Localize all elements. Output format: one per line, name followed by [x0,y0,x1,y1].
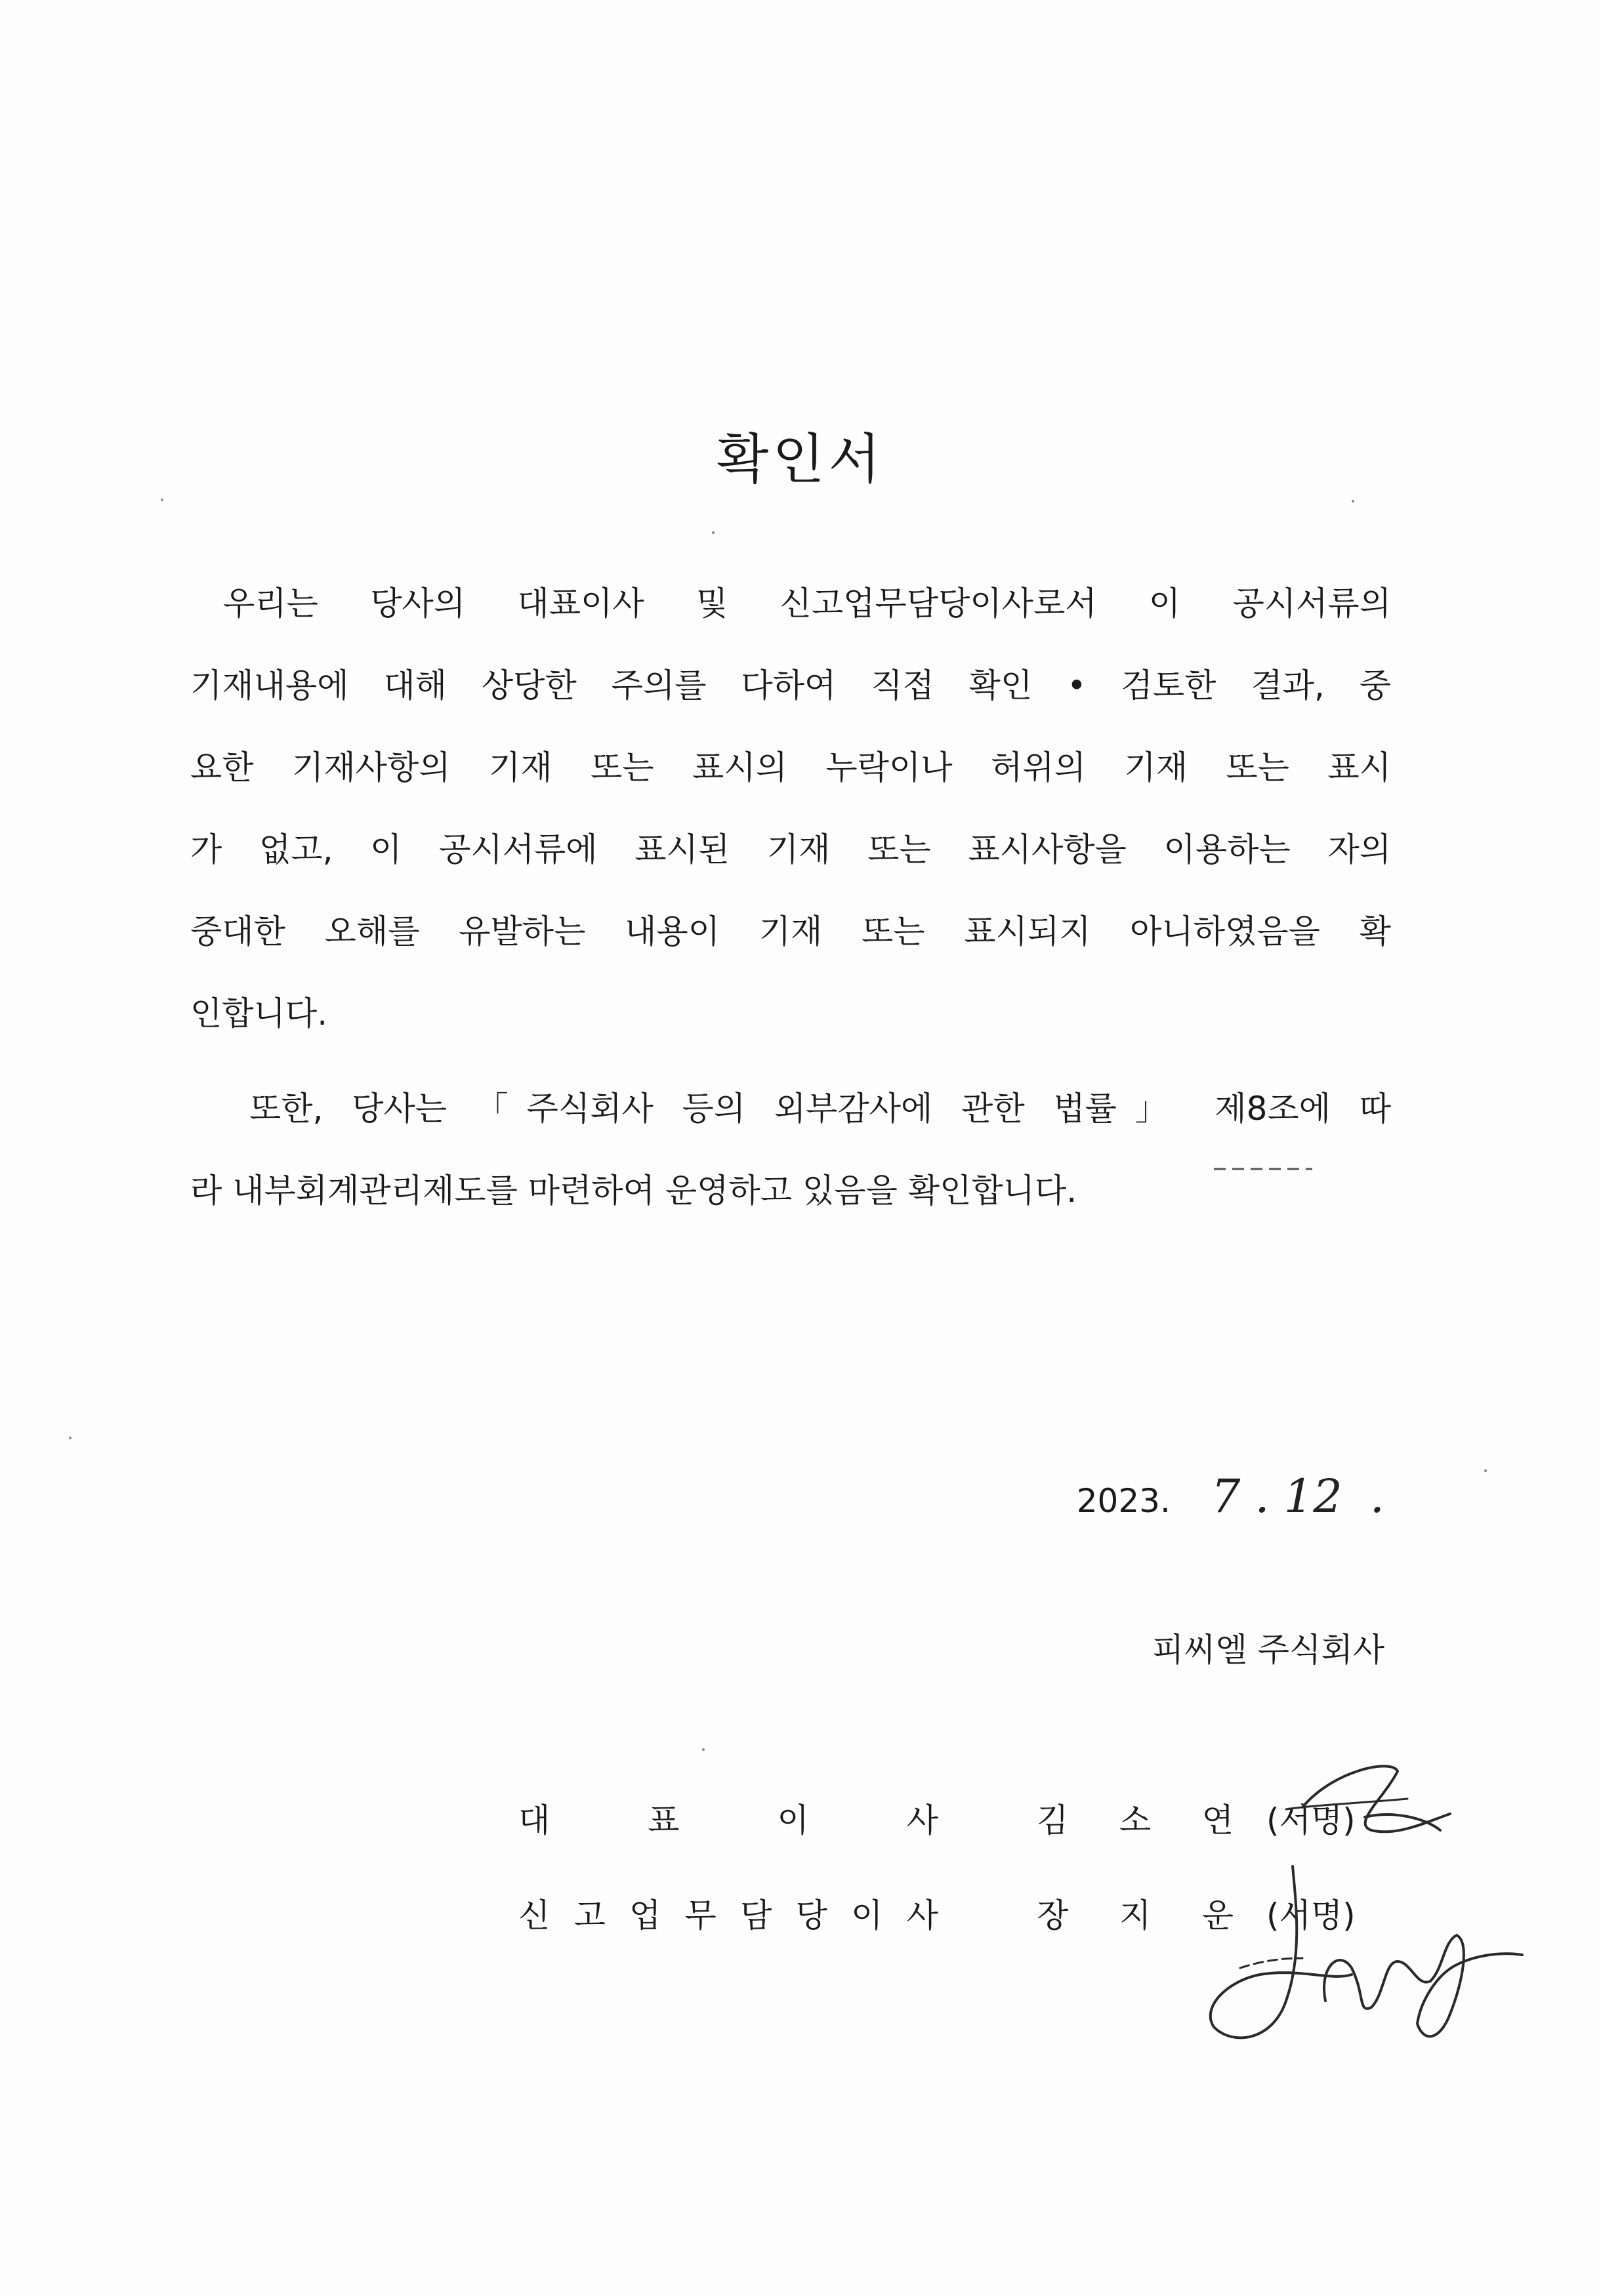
document-date [1077,1469,1384,1523]
paragraph-line: 중대한 오해를 유발하는 내용이 기재 또는 표시되지 아니하였음을 확 [190,912,1391,951]
name-char: 소 [1119,1801,1152,1839]
role-char: 고 [573,1896,606,1935]
date-day-handwritten: 12 [1283,1469,1342,1523]
paragraph-line: 라 내부회계관리제도를 마련하여 운영하고 있음을 확인합니다. [190,1172,1077,1210]
name-char: 장 [1037,1896,1069,1935]
scan-speck [161,499,163,501]
signatory-name [1037,1794,1234,1841]
paragraph-line: 요한 기재사항의 기재 또는 표시의 누락이나 허위의 기재 또는 표시 [190,748,1392,787]
role-char: 업 [629,1896,661,1935]
name-char: 연 [1201,1801,1234,1839]
role-char: 담 [740,1896,772,1935]
date-separator: . [1255,1469,1270,1523]
role-char: 사 [906,1801,938,1839]
document-title: 확인서 [717,428,884,491]
scan-speck [69,1437,72,1439]
signature-mark-label: (서명) [1266,1896,1356,1935]
scan-speck [712,531,715,534]
signatory-ceo [518,1794,1356,1841]
role-char: 이 [777,1801,809,1839]
signature-mark-label: (서명) [1266,1801,1356,1839]
paragraph-line: 인합니다. [190,994,328,1033]
signature-officer-loop [1324,1935,1522,2036]
date-month-handwritten: 7 [1211,1469,1241,1523]
role-char: 사 [906,1896,938,1935]
name-char: 김 [1037,1801,1069,1839]
paragraph-line: 기재내용에 대해 상당한 주의를 다하여 직접 확인 • 검토한 결과, 중 [190,666,1391,705]
role-char: 표 [648,1801,680,1839]
name-char: 지 [1119,1896,1152,1935]
role-char: 무 [684,1896,717,1935]
role-char: 신 [518,1896,551,1935]
signatory-reporting-officer [518,1889,1356,1937]
paragraph-line: 가 없고, 이 공시서류에 표시된 기재 또는 표시사항을 이용하는 자의 [190,830,1391,869]
confirmation-paragraph [190,563,1391,1055]
signature-officer-tail [1240,1958,1302,1968]
name-char: 운 [1201,1896,1234,1935]
paragraph-line: 또한, 당사는 「주식회사 등의 외부감사에 관한 법률」 제8조에 따 [249,1090,1391,1128]
role-char: 대 [518,1801,551,1839]
role-char: 이 [851,1896,883,1935]
scan-speck [702,1748,705,1751]
internal-control-paragraph [190,1068,1391,1232]
role-char: 당 [795,1896,827,1935]
signatory-role [518,1889,938,1937]
signatory-name [1037,1889,1234,1937]
paragraph-line: 우리는 당사의 대표이사 및 신고업무담당이사로서 이 공시서류의 [223,584,1391,623]
company-name: 피씨엘 주식회사 [1152,1631,1384,1669]
date-year: 2023. [1076,1482,1171,1520]
scan-speck [1484,1469,1487,1472]
date-end-dot: . [1369,1469,1384,1523]
scan-speck [1352,500,1354,502]
signatory-role [518,1794,938,1841]
